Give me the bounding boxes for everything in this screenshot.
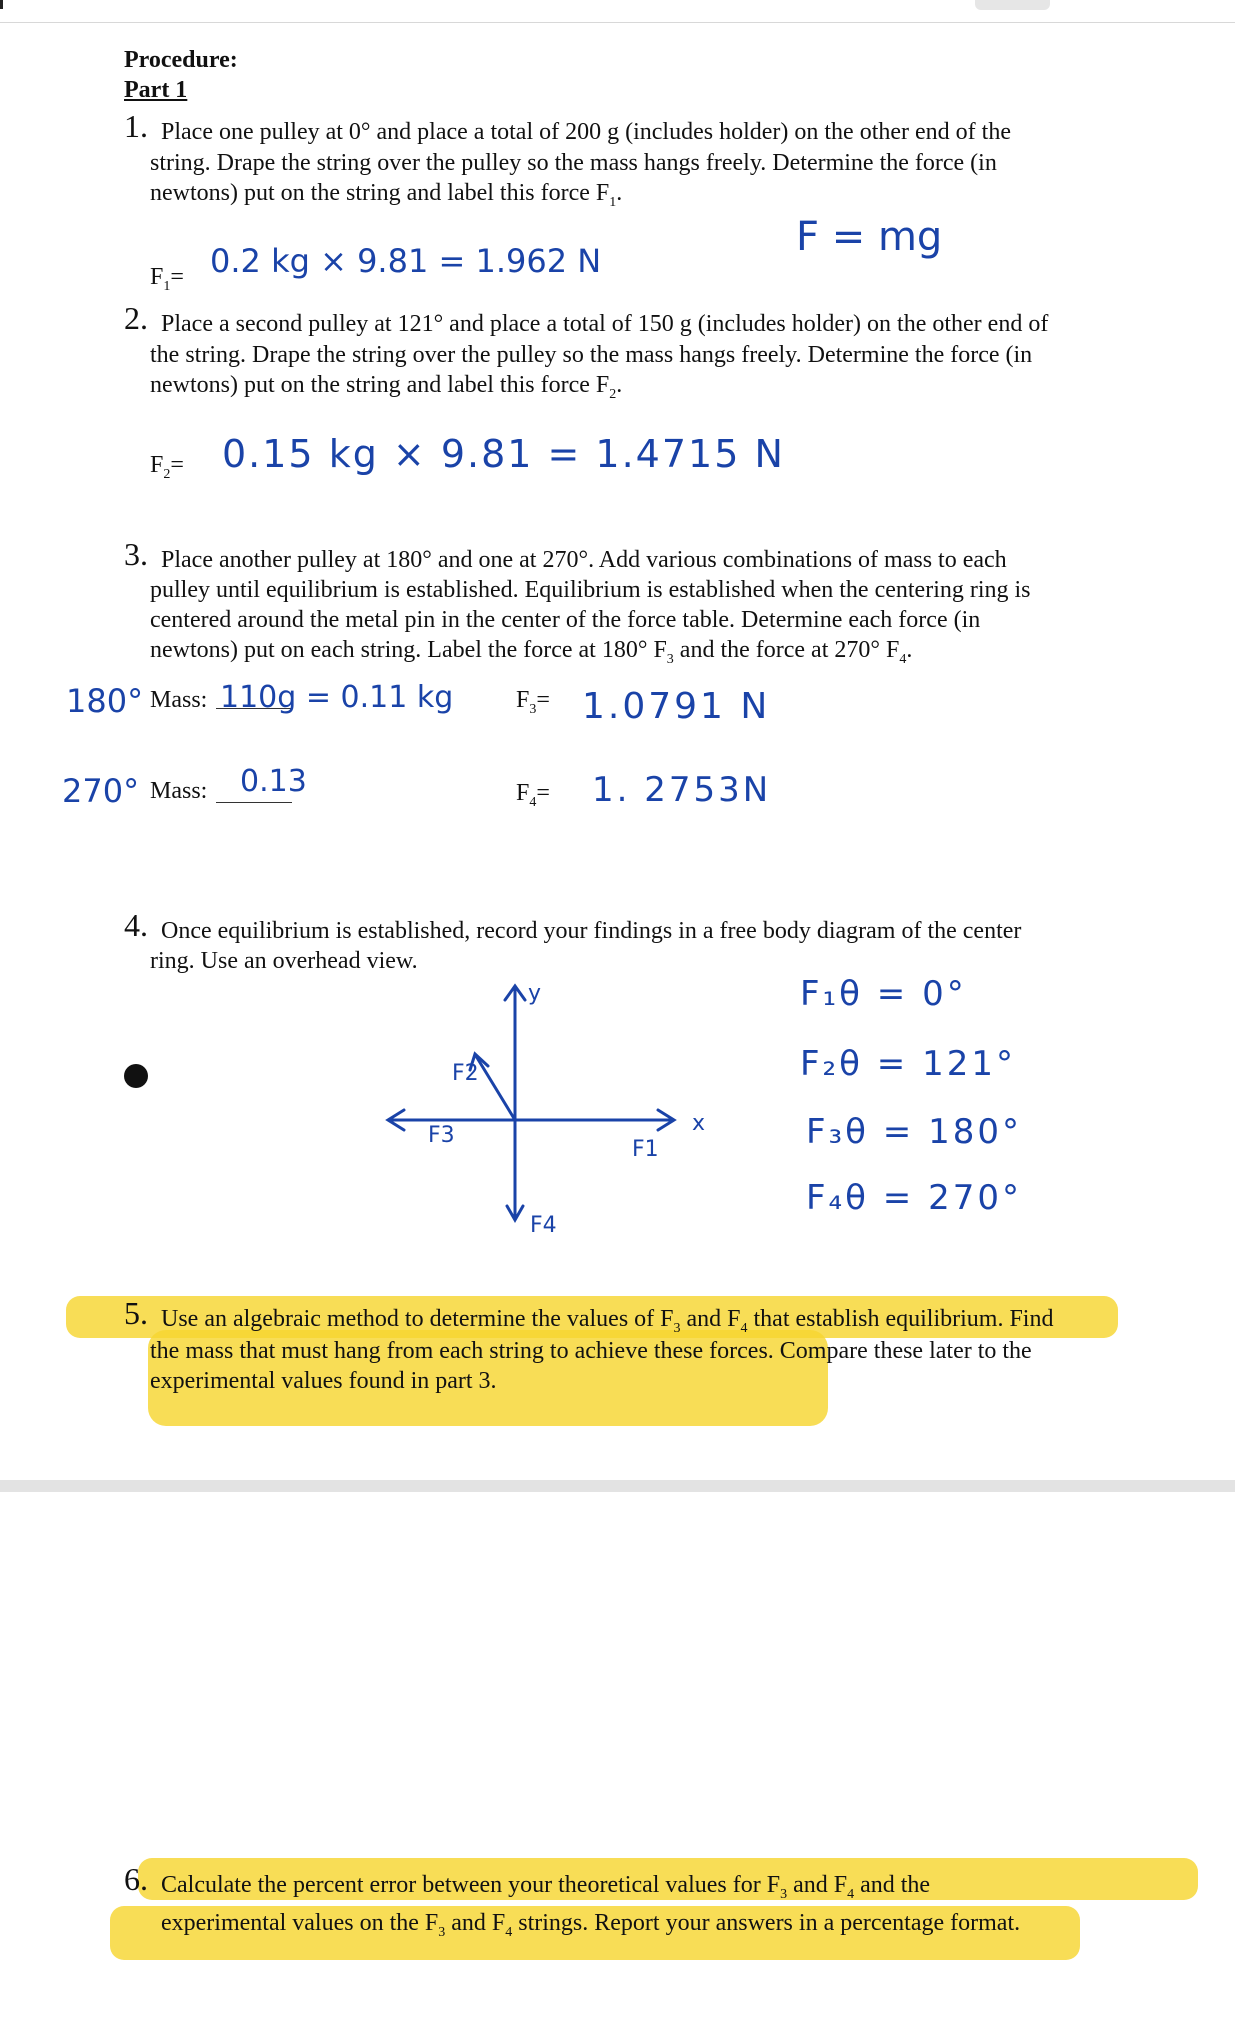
- bullet: [124, 1064, 148, 1088]
- step-number: 2.: [124, 300, 148, 336]
- step-text-line: Once equilibrium is established, record your findings in a free body diagram of the center: [161, 918, 1022, 944]
- handwritten-angle-f2: F₂θ = 121°: [800, 1044, 1016, 1084]
- force-letter: F: [150, 264, 164, 290]
- subscript: 4: [505, 1924, 513, 1940]
- step-text-line: string. Drape the string over the pulley so the mass hangs freely. Determine the force (in: [150, 150, 997, 176]
- step-text-line: newtons) put on the string and label this force $F_1$.: [150, 180, 623, 210]
- mass-label: Mass:: [150, 687, 208, 713]
- handwritten-angle-f1: F₁θ = 0°: [800, 974, 967, 1014]
- equals-sign: =: [536, 780, 550, 806]
- f2-label: F2: [452, 1061, 479, 1086]
- step-text-line: experimental values found in part 3.: [150, 1368, 497, 1394]
- step-text: and F: [787, 1872, 848, 1898]
- equals-sign: =: [170, 264, 184, 290]
- subscript: 2: [609, 386, 617, 402]
- step-number: 5.: [124, 1295, 148, 1331]
- step-text-line: the mass that must hang from each string to achieve these forces. Compare these later to the: [150, 1338, 1032, 1364]
- page-separator: [0, 1480, 1235, 1492]
- mass-underline: [216, 802, 292, 803]
- force-label: [516, 778, 550, 818]
- subscript: 3: [529, 701, 537, 717]
- step-text-line: ring. Use an overhead view.: [150, 948, 418, 974]
- mass-label: Mass:: [150, 778, 208, 804]
- step-text-line: newtons) put on the string and label this force $F_2$.: [150, 372, 623, 402]
- handwritten-answer: 0.2 kg × 9.81 = 1.962 N: [210, 242, 602, 280]
- step-text: Use an algebraic method to determine the values of F: [161, 1306, 674, 1332]
- subscript: 3: [438, 1924, 446, 1940]
- step-number: 3.: [124, 536, 148, 572]
- force-label: [150, 450, 184, 490]
- step-text: newtons) put on each string. Label the force at 180° F: [150, 637, 667, 663]
- step-text-line: the string. Drape the string over the pulley so the mass hangs freely. Determine the force (in: [150, 342, 1033, 368]
- step-number: 6.: [124, 1861, 148, 1897]
- force-letter: F: [150, 452, 164, 478]
- step-text-line: Place another pulley at 180° and one at 270°. Add various combinations of mass to each: [161, 547, 1007, 573]
- f2-vector: [476, 1056, 515, 1120]
- step-text: newtons) put on the string and label this force F: [150, 372, 610, 398]
- step-text-line: pulley until equilibrium is established. Equilibrium is established when the centering ring is: [150, 577, 1031, 603]
- step-text: that establish equilibrium. Find: [747, 1306, 1054, 1332]
- step-text: experimental values on the F: [161, 1910, 439, 1936]
- step-text: Calculate the percent error between your theoretical values for F: [161, 1872, 781, 1898]
- handwritten-answer: 0.15 kg × 9.81 = 1.4715 N: [222, 432, 785, 476]
- step-text-line: [161, 1870, 930, 1910]
- free-body-diagram: [370, 970, 740, 1240]
- force-label: [516, 685, 550, 725]
- handwritten-angle-270: 270°: [62, 772, 140, 810]
- procedure-heading: Procedure:: [124, 47, 238, 73]
- subscript: 3: [780, 1886, 788, 1902]
- handwritten-mass-180: 110g = 0.11 kg: [220, 680, 454, 715]
- step-text-line: newtons) put on each string. Label the force at 180° $F_3$ and the force at 270° $F_4$.: [150, 637, 913, 667]
- step-number: 1.: [124, 108, 148, 144]
- subscript: 2: [163, 466, 171, 482]
- subscript: 1: [609, 194, 617, 210]
- f1-label: F1: [632, 1137, 659, 1162]
- equals-sign: =: [170, 452, 184, 478]
- force-label: [150, 262, 184, 302]
- x-axis-label: x: [692, 1111, 706, 1136]
- handwritten-angle-180: 180°: [66, 682, 144, 720]
- subscript: 4: [529, 794, 537, 810]
- y-axis-label: y: [528, 981, 542, 1006]
- subscript: 3: [673, 1320, 681, 1336]
- handwritten-mass-270: 0.13: [240, 764, 307, 799]
- subscript: 4: [740, 1320, 748, 1336]
- handwritten-f3: 1.0791 N: [582, 686, 771, 727]
- step-number: 4.: [124, 907, 148, 943]
- step-text: and the force at 270° F: [673, 637, 900, 663]
- subscript: 4: [899, 651, 907, 667]
- handwritten-formula: F = mg: [796, 214, 943, 260]
- part-heading: Part 1: [124, 77, 188, 103]
- step-text-line: Place a second pulley at 121° and place a total of 150 g (includes holder) on the other end of: [161, 311, 1049, 337]
- step-text-line: Place one pulley at 0° and place a total of 200 g (includes holder) on the other end of the: [161, 119, 1011, 145]
- handwritten-angle-f4: F₄θ = 270°: [806, 1178, 1022, 1218]
- subscript: 1: [163, 278, 171, 294]
- f4-label: F4: [530, 1213, 557, 1238]
- toolbar-edge-mark: [0, 0, 3, 9]
- handwritten-angle-f3: F₃θ = 180°: [806, 1112, 1022, 1152]
- f3-label: F3: [428, 1123, 455, 1148]
- subscript: 3: [666, 651, 674, 667]
- step-text-line: centered around the metal pin in the center of the force table. Determine each force (in: [150, 607, 981, 633]
- force-letter: F: [516, 687, 530, 713]
- step-text: strings. Report your answers in a percentage format.: [512, 1910, 1021, 1936]
- step-text: and F: [680, 1306, 741, 1332]
- toolbar-tab[interactable]: [975, 0, 1050, 10]
- equals-sign: =: [536, 687, 550, 713]
- subscript: 4: [847, 1886, 855, 1902]
- top-toolbar: [0, 0, 1235, 23]
- step-text: newtons) put on the string and label this force F: [150, 180, 610, 206]
- force-letter: F: [516, 780, 530, 806]
- step-text-line: [161, 1908, 1020, 1948]
- step-text: and the: [854, 1872, 931, 1898]
- step-text: and F: [445, 1910, 506, 1936]
- handwritten-f4: 1. 2753N: [592, 770, 772, 810]
